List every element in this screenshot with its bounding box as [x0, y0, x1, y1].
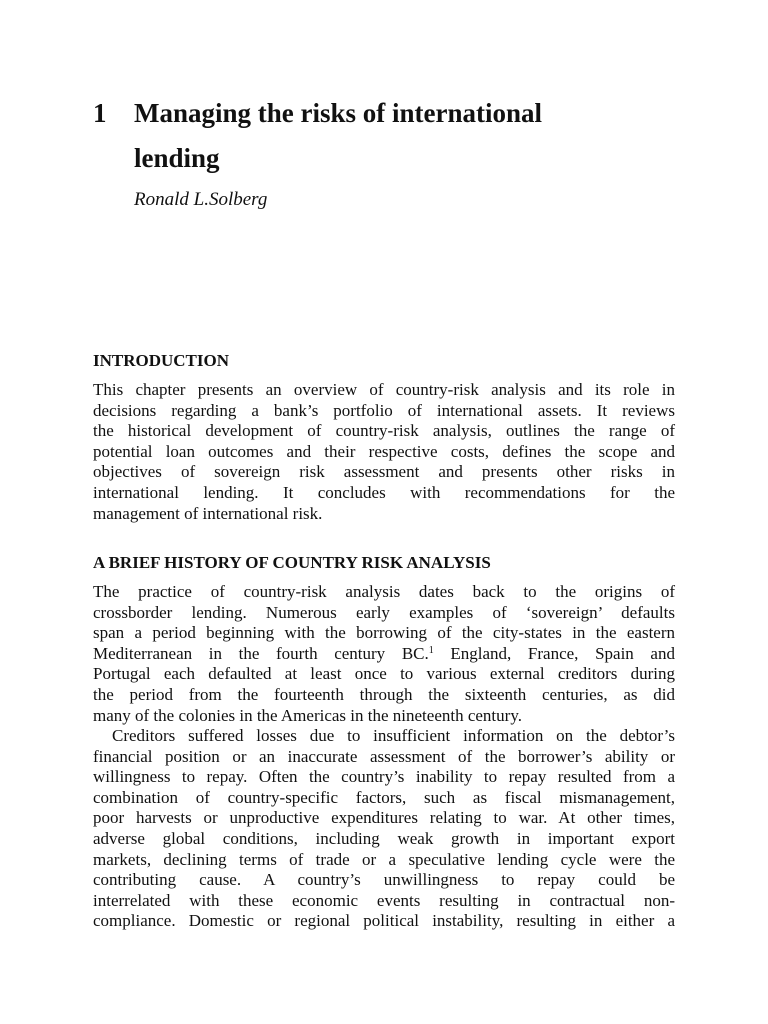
text-line: The practice of country-risk analysis dates back to the origins of	[93, 582, 675, 601]
text-line: compliance. Domestic or regional political instability, resulting in either a	[93, 911, 675, 931]
text-fragment: England, France, Spain and	[433, 643, 675, 663]
text-line: poor harvests or unproductive expenditures relating to war. At other times,	[93, 808, 675, 828]
history-paragraph-1	[93, 582, 675, 726]
text-line: management of international risk.	[93, 503, 323, 523]
text-line: international lending. It concludes with recommendations for the	[93, 482, 675, 502]
text-line: This chapter presents an overview of country-risk analysis and its role in	[93, 380, 675, 399]
text-line: decisions regarding a bank’s portfolio of international assets. It reviews	[93, 400, 675, 420]
text-fragment: Mediterranean in the fourth century BC.	[93, 643, 429, 663]
text-line: contributing cause. A country’s unwillingness to repay could be	[93, 870, 675, 890]
text-line: willingness to repay. Often the country’s inability to repay resulted from a	[93, 767, 675, 787]
section-heading-introduction: INTRODUCTION	[93, 351, 230, 370]
text-line: combination of country-specific factors, such as fiscal mismanagement,	[93, 787, 675, 807]
text-line-with-footnote	[93, 644, 675, 665]
introduction-paragraph	[93, 380, 675, 524]
text-line: potential loan outcomes and their respective costs, defines the scope and	[93, 441, 675, 461]
section-heading-history: A BRIEF HISTORY OF COUNTRY RISK ANALYSIS	[93, 553, 491, 572]
chapter-heading	[93, 91, 693, 181]
footnote-marker: 1	[428, 644, 434, 656]
author-name: Ronald L.Solberg	[134, 189, 268, 210]
text-line: adverse global conditions, including weak growth in important export	[93, 828, 675, 848]
history-paragraph-2	[93, 726, 675, 932]
text-line: crossborder lending. Numerous early examples of ‘sovereign’ defaults	[93, 602, 675, 622]
text-line: the period from the fourteenth through the sixteenth centuries, as did	[93, 684, 675, 704]
text-line: interrelated with these economic events resulting in contractual non-	[93, 890, 675, 910]
text-line: span a period beginning with the borrowing of the city-states in the eastern	[93, 623, 675, 643]
text-line: Creditors suffered losses due to insufficient information on the debtor’s	[112, 726, 675, 745]
chapter-title-line-2: lending	[134, 143, 220, 173]
text-line: many of the colonies in the Americas in the nineteenth century.	[93, 705, 522, 725]
chapter-title-line-1: Managing the risks of international	[134, 98, 543, 128]
text-line: objectives of sovereign risk assessment and presents other risks in	[93, 462, 675, 482]
chapter-title	[134, 91, 693, 181]
text-line: the historical development of country-risk analysis, outlines the range of	[93, 421, 675, 441]
text-line: markets, declining terms of trade or a speculative lending cycle were the	[93, 849, 675, 869]
chapter-number: 1	[93, 98, 107, 128]
text-line: Portugal each defaulted at least once to various external creditors during	[93, 664, 675, 684]
text-line: financial position or an inaccurate assessment of the borrower’s ability or	[93, 746, 675, 766]
